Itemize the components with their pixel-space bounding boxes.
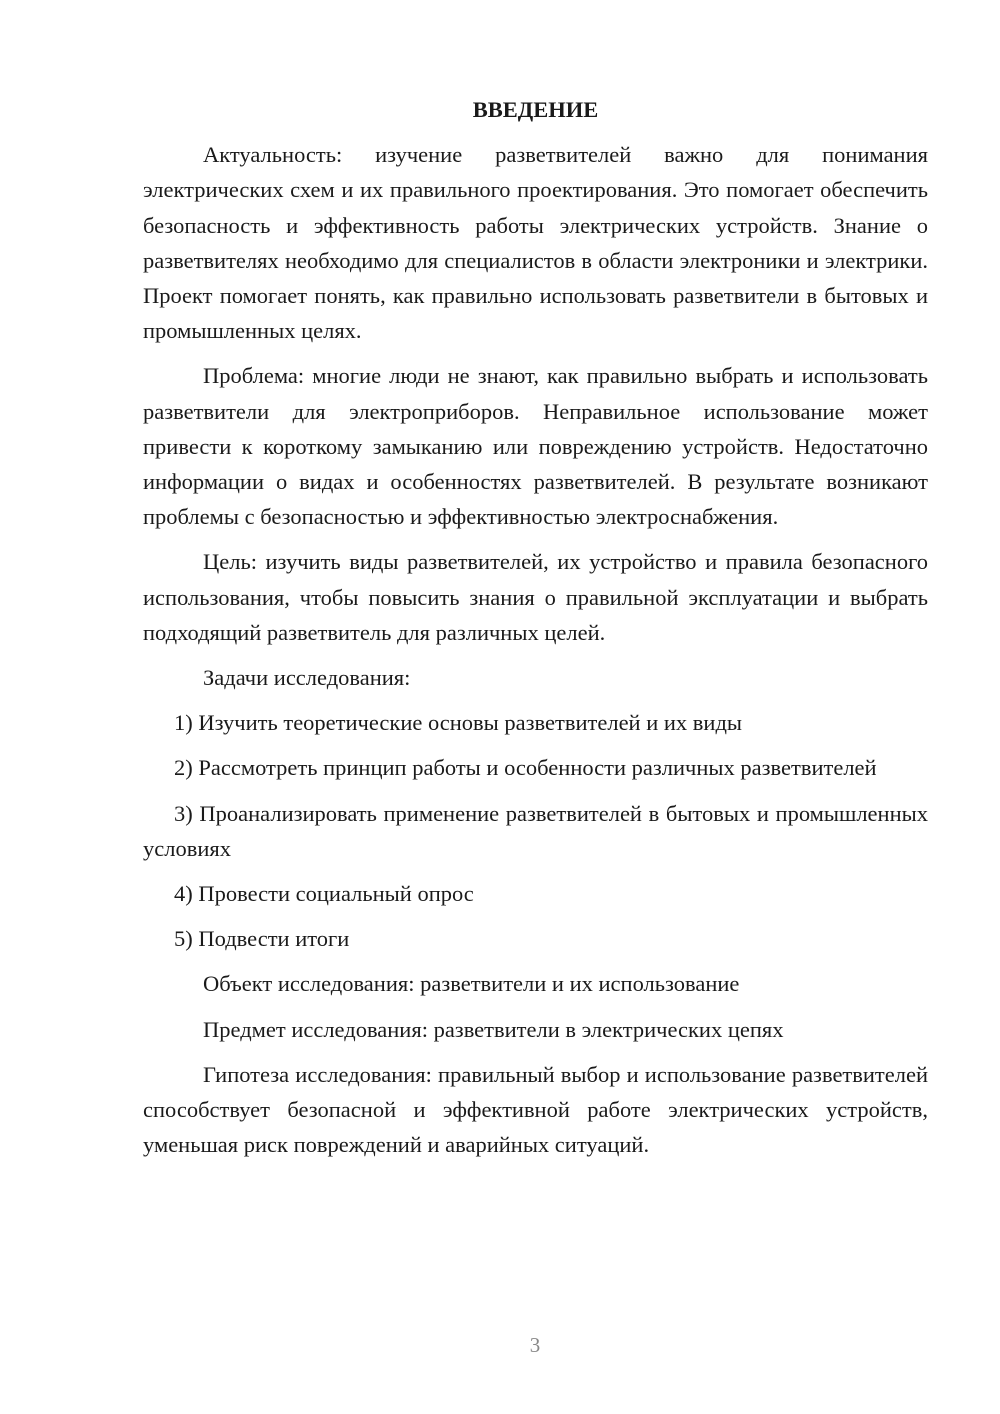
page-number: 3: [529, 1333, 541, 1357]
relevance-paragraph: Актуальность: изучение разветвителей важно для понимания электрических схем и их правильного проектирования. Это помогает обеспечить безопасность и эффективность работы электрических устройств. Знание о разветвителях необходимо для специалистов в области электроники и электрики. Проект помогает понять, как правильно использовать разветвители в бытовых и промышленных целях.: [143, 142, 928, 344]
task-item: 4) Провести социальный опрос: [174, 881, 474, 907]
task-item: 1) Изучить теоретические основы разветвителей и их виды: [174, 710, 743, 736]
document-body: [143, 92, 928, 1172]
task-item: 5) Подвести итоги: [174, 926, 350, 952]
problem-paragraph: Проблема: многие люди не знают, как правильно выбрать и использовать разветвители для электроприборов. Неправильное использование может привести к короткому замыканию или повреждению устройств. Недостаточно информации о видах и особенностях разветвителей. В результате возникают проблемы с безопасностью и эффективностью электроснабжения.: [143, 363, 928, 530]
task-item: 2) Рассмотреть принцип работы и особенности различных разветвителей: [174, 755, 877, 781]
tasks-heading: Задачи исследования:: [203, 665, 411, 691]
goal-paragraph: Цель: изучить виды разветвителей, их устройство и правила безопасного использования, чтобы повысить знания о правильной эксплуатации и выбрать подходящий разветвитель для различных целей.: [143, 549, 928, 645]
research-object: Объект исследования: разветвители и их использование: [203, 971, 740, 997]
hypothesis-paragraph: Гипотеза исследования: правильный выбор и использование разветвителей способствует безопасной и эффективной работе электрических устройств, уменьшая риск повреждений и аварийных ситуаций.: [143, 1061, 928, 1158]
page-title: ВВЕДЕНИЕ: [472, 97, 599, 122]
research-subject: Предмет исследования: разветвители в электрических цепях: [203, 1016, 784, 1042]
task-item: 3) Проанализировать применение разветвителей в бытовых и промышленных условиях: [143, 800, 928, 861]
